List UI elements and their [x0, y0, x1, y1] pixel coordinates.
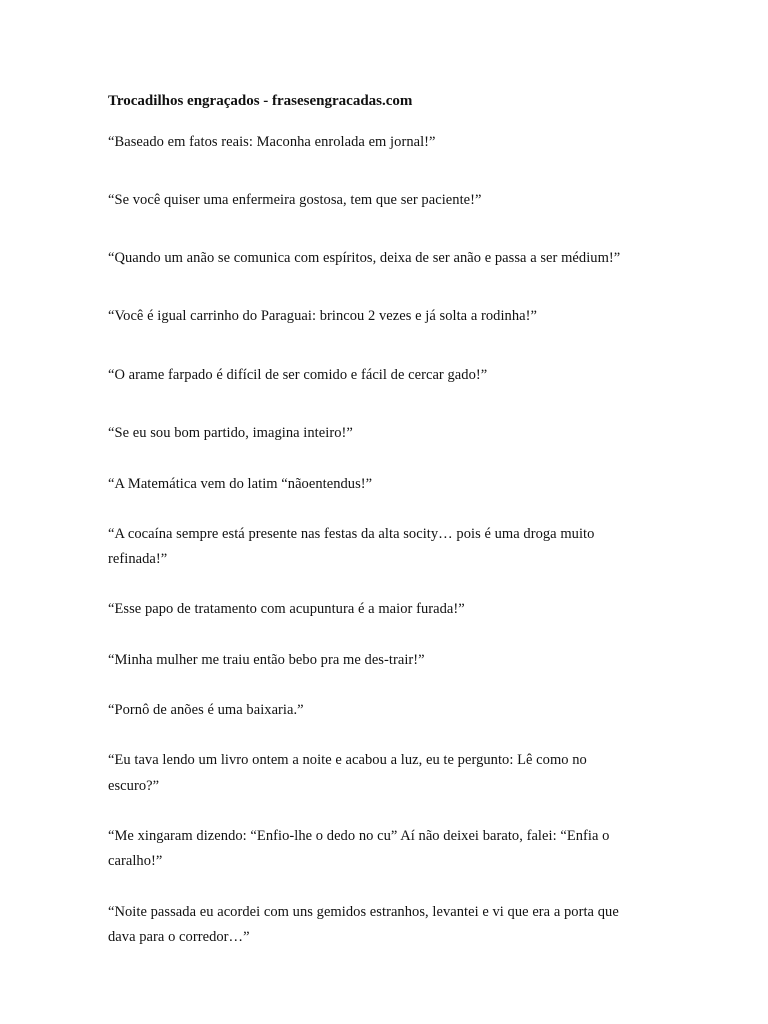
quote-4: “Você é igual carrinho do Paraguai: brincou 2 vezes e já solta a rodinha!”: [108, 308, 537, 324]
quote-12-line-2: escuro?”: [108, 778, 160, 794]
quote-12-line-1: “Eu tava lendo um livro ontem a noite e acabou a luz, eu te pergunto: Lê como no: [108, 752, 587, 768]
quote-10: “Minha mulher me traiu então bebo pra me des-trair!”: [108, 652, 425, 668]
quote-11: “Pornô de anões é uma baixaria.”: [108, 702, 304, 718]
quote-14-line-1: “Noite passada eu acordei com uns gemidos estranhos, levantei e vi que era a porta que: [108, 904, 619, 920]
quote-8-line-2: refinada!”: [108, 551, 168, 567]
quote-13-line-2: caralho!”: [108, 853, 163, 869]
quote-2: “Se você quiser uma enfermeira gostosa, tem que ser paciente!”: [108, 192, 482, 208]
document-title: Trocadilhos engraçados - frasesengracadas.com: [108, 93, 413, 109]
quote-3: “Quando um anão se comunica com espíritos, deixa de ser anão e passa a ser médium!”: [108, 250, 621, 266]
quote-13-line-1: “Me xingaram dizendo: “Enfio-lhe o dedo no cu” Aí não deixei barato, falei: “Enfia o: [108, 828, 610, 844]
quote-5: “O arame farpado é difícil de ser comido e fácil de cercar gado!”: [108, 367, 488, 383]
quote-7: “A Matemática vem do latim “nãoentendus!”: [108, 476, 373, 492]
quote-14-line-2: dava para o corredor…”: [108, 929, 250, 945]
quote-6: “Se eu sou bom partido, imagina inteiro!”: [108, 425, 353, 441]
quote-9: “Esse papo de tratamento com acupuntura é a maior furada!”: [108, 601, 465, 617]
quote-8-line-1: “A cocaína sempre está presente nas festas da alta socity… pois é uma droga muito: [108, 526, 595, 542]
quote-1: “Baseado em fatos reais: Maconha enrolada em jornal!”: [108, 134, 436, 150]
